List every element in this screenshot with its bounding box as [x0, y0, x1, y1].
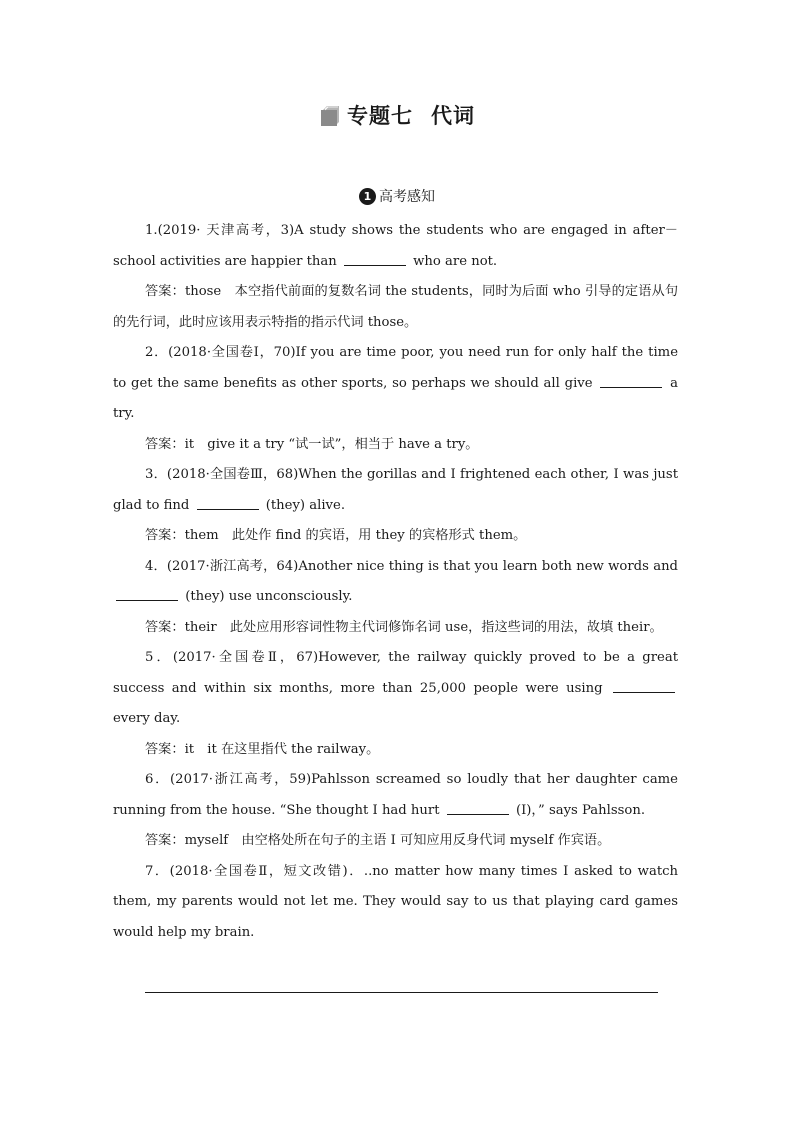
answer-item: 答案：myself 由空格处所在句子的主语 I 可知应用反身代词 myself 作宾语。 [145, 833, 611, 848]
answer-blank [613, 678, 675, 693]
question-item: 4．(2017·浙江高考，64)Another nice thing is that you learn both new words and (they) use unconsciously. [113, 552, 678, 613]
answer-blank [116, 586, 178, 601]
question-item: 3．(2018·全国卷Ⅲ，68)When the gorillas and I frightened each other, I was just glad to find (they) alive. [113, 467, 678, 513]
answer-blank [600, 373, 662, 388]
section-label: 高考感知 [379, 189, 435, 205]
bottom-divider [145, 992, 658, 993]
answer-item: 答案：their 此处应用形容词性物主代词修饰名词 use，指这些词的用法，故填 their。 [145, 619, 663, 635]
answer-item: 答案：it give it a try “试一试”，相当于 have a try。 [145, 436, 479, 452]
answer-item: 答案：it it 在这里指代 the railway。 [145, 741, 380, 757]
question-item: 6．(2017·浙江高考，59)Pahlsson screamed so loudly that her daughter came running from the house. “She thought I had hurt (I)，” says Pahlsson. [113, 772, 678, 818]
question-item: 7．(2018·全国卷Ⅱ，短文改错)．..no matter how many times I asked to watch them, my parents would not let me. They would say to us that playing card games would help my brain. [113, 863, 678, 940]
answer-item: 答案：them 此处作 find 的宾语，用 they 的宾格形式 them。 [145, 528, 527, 543]
page-title [0, 100, 794, 132]
title-part2: 代词 [431, 104, 475, 128]
section-heading [0, 186, 794, 206]
answer-blank [447, 800, 509, 815]
section-number-badge: 1 [359, 188, 376, 205]
answer-blank [197, 495, 259, 510]
question-item: 1.(2019· 天津高考，3)A study shows the students who are engaged in after－school activities are happier than who are not. [113, 223, 678, 269]
book-icon [319, 105, 341, 132]
answer-blank [344, 251, 406, 266]
question-item: 2．(2018·全国卷Ⅰ，70)If you are time poor, you need run for only half the time to get the same benefits as other sports, so perhaps we should all give a try. [113, 345, 678, 421]
title-part1: 专题七 [347, 104, 413, 128]
answer-item: 答案：those 本空指代前面的复数名词 the students，同时为后面 who 引导的定语从句的先行词，此时应该用表示特指的指示代词 those。 [113, 284, 679, 330]
question-list [113, 216, 678, 948]
question-item: 5．(2017·全国卷Ⅱ，67)However, the railway quickly proved to be a great success and within six months, more than 25,000 people were using every day. [113, 650, 678, 726]
